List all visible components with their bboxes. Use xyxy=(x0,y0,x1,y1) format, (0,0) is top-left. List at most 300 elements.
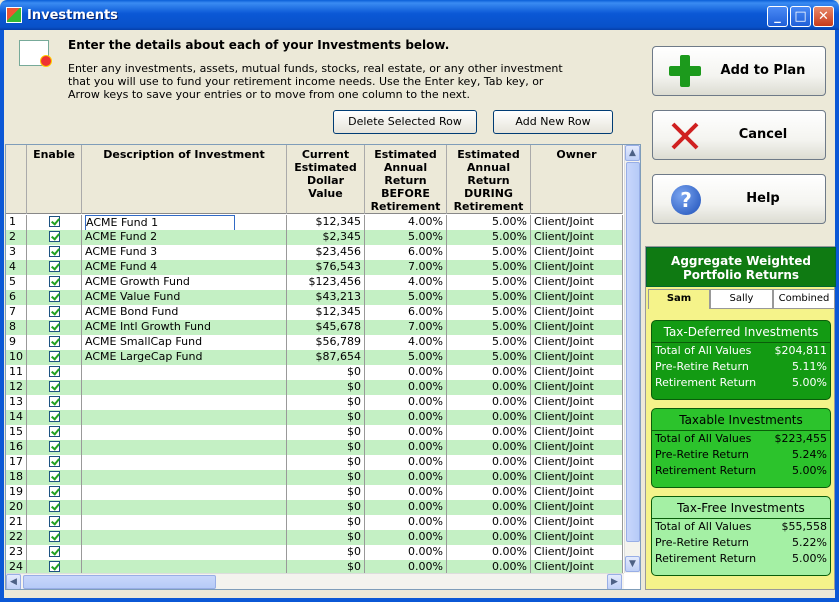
before-return-cell[interactable]: 0.00% xyxy=(365,410,447,425)
pre-retire-label: Pre-Retire Return xyxy=(655,448,749,461)
table-row[interactable] xyxy=(6,470,623,485)
enable-checkbox[interactable] xyxy=(27,230,82,245)
row-number: 14 xyxy=(6,410,27,425)
table-row[interactable] xyxy=(6,215,623,230)
enable-checkbox[interactable] xyxy=(27,245,82,260)
panel-title: Taxable Investments xyxy=(652,409,830,431)
table-row[interactable] xyxy=(6,290,623,305)
during-return-cell[interactable]: 5.00% xyxy=(447,230,531,245)
delete-selected-row-button[interactable]: Delete Selected Row xyxy=(333,110,477,134)
instructions-line-1: Enter any investments, assets, mutual funds, stocks, real estate, or any other investment xyxy=(68,62,563,75)
row-number: 23 xyxy=(6,545,27,560)
enable-checkbox[interactable] xyxy=(27,275,82,290)
value-cell[interactable]: $0 xyxy=(287,455,365,470)
minimize-button[interactable]: _ xyxy=(767,6,788,27)
retirement-row xyxy=(652,375,830,391)
grid-header xyxy=(6,145,623,214)
before-return-cell[interactable]: 0.00% xyxy=(365,560,447,575)
pre-retire-row xyxy=(652,359,830,375)
owner-cell[interactable]: Client/Joint xyxy=(531,335,623,350)
checkbox-checked-icon[interactable] xyxy=(49,441,60,452)
owner-cell[interactable]: Client/Joint xyxy=(531,275,623,290)
checkbox-checked-icon[interactable] xyxy=(49,516,60,527)
enable-checkbox[interactable] xyxy=(27,215,82,230)
owner-cell[interactable]: Client/Joint xyxy=(531,425,623,440)
add-to-plan-label: Add to Plan xyxy=(720,63,806,78)
value-cell[interactable]: $56,789 xyxy=(287,335,365,350)
during-return-cell[interactable]: 0.00% xyxy=(447,560,531,575)
before-return-cell[interactable]: 5.00% xyxy=(365,290,447,305)
description-cell[interactable]: ACME Growth Fund xyxy=(82,275,287,290)
checkbox-checked-icon[interactable] xyxy=(49,561,60,572)
pre-retire-label: Pre-Retire Return xyxy=(655,360,749,373)
enable-checkbox[interactable] xyxy=(27,500,82,515)
during-return-cell[interactable]: 0.00% xyxy=(447,410,531,425)
before-return-cell[interactable]: 4.00% xyxy=(365,335,447,350)
enable-checkbox[interactable] xyxy=(27,410,82,425)
value-header[interactable] xyxy=(287,145,365,214)
during-return-cell[interactable]: 0.00% xyxy=(447,380,531,395)
row-number: 7 xyxy=(6,305,27,320)
row-number: 16 xyxy=(6,440,27,455)
value-cell[interactable]: $0 xyxy=(287,440,365,455)
description-cell[interactable]: ACME Fund 4 xyxy=(82,260,287,275)
description-cell[interactable] xyxy=(82,530,287,545)
tab-combined[interactable]: Combined xyxy=(773,289,835,309)
total-label: Total of All Values xyxy=(655,520,752,533)
before-return-cell[interactable]: 0.00% xyxy=(365,380,447,395)
table-row[interactable] xyxy=(6,275,623,290)
owner-cell[interactable]: Client/Joint xyxy=(531,515,623,530)
plus-icon xyxy=(669,55,701,87)
checkbox-checked-icon[interactable] xyxy=(49,531,60,542)
add-to-plan-button[interactable] xyxy=(652,46,826,96)
return-before-header[interactable] xyxy=(365,145,447,214)
investments-grid[interactable] xyxy=(5,144,641,590)
value-cell[interactable]: $0 xyxy=(287,470,365,485)
enable-checkbox[interactable] xyxy=(27,290,82,305)
during-header-line: Annual xyxy=(466,161,511,174)
checkbox-checked-icon[interactable] xyxy=(49,351,60,362)
description-cell[interactable] xyxy=(82,485,287,500)
description-cell[interactable]: ACME Fund 2 xyxy=(82,230,287,245)
during-return-cell[interactable]: 0.00% xyxy=(447,395,531,410)
total-row xyxy=(652,431,830,447)
value-cell[interactable]: $0 xyxy=(287,530,365,545)
during-return-cell[interactable]: 0.00% xyxy=(447,365,531,380)
checkbox-checked-icon[interactable] xyxy=(49,336,60,347)
owner-cell[interactable]: Client/Joint xyxy=(531,560,623,575)
return-during-header[interactable] xyxy=(447,145,531,214)
close-button[interactable]: ✕ xyxy=(813,6,834,27)
before-return-cell[interactable]: 0.00% xyxy=(365,485,447,500)
enable-checkbox[interactable] xyxy=(27,515,82,530)
row-number: 15 xyxy=(6,425,27,440)
enable-checkbox[interactable] xyxy=(27,425,82,440)
table-row[interactable] xyxy=(6,485,623,500)
title-bar[interactable] xyxy=(0,0,839,30)
value-cell[interactable]: $87,654 xyxy=(287,350,365,365)
value-cell[interactable]: $23,456 xyxy=(287,245,365,260)
during-return-cell[interactable]: 5.00% xyxy=(447,215,531,230)
before-header-line: BEFORE xyxy=(381,187,430,200)
during-return-cell[interactable]: 5.00% xyxy=(447,320,531,335)
value-header-line: Current xyxy=(301,148,350,161)
before-return-cell[interactable]: 0.00% xyxy=(365,365,447,380)
description-cell[interactable]: ACME Bond Fund xyxy=(82,305,287,320)
close-x-icon xyxy=(669,119,701,151)
retirement-value: 5.00% xyxy=(792,464,827,477)
pre-retire-value: 5.22% xyxy=(792,536,827,549)
cancel-label: Cancel xyxy=(738,127,788,142)
during-return-cell[interactable]: 5.00% xyxy=(447,260,531,275)
before-return-cell[interactable]: 0.00% xyxy=(365,500,447,515)
description-cell[interactable]: ACME Value Fund xyxy=(82,290,287,305)
row-number: 4 xyxy=(6,260,27,275)
during-return-cell[interactable]: 0.00% xyxy=(447,440,531,455)
description-header[interactable]: Description of Investment xyxy=(82,145,287,214)
value-cell[interactable]: $12,345 xyxy=(287,305,365,320)
owner-cell[interactable]: Client/Joint xyxy=(531,500,623,515)
table-row[interactable] xyxy=(6,305,623,320)
during-header-line: Estimated xyxy=(457,148,520,161)
page-title: Enter the details about each of your Investments below. xyxy=(68,38,450,52)
during-header-line: DURING xyxy=(464,187,513,200)
total-value: $55,558 xyxy=(781,520,827,533)
retirement-row xyxy=(652,551,830,567)
scroll-down-arrow-icon[interactable]: ▼ xyxy=(625,556,640,572)
owner-cell[interactable]: Client/Joint xyxy=(531,485,623,500)
before-return-cell[interactable]: 0.00% xyxy=(365,470,447,485)
retirement-label: Retirement Return xyxy=(655,464,757,477)
owner-header[interactable]: Owner xyxy=(531,145,623,214)
checkbox-checked-icon[interactable] xyxy=(49,411,60,422)
row-number: 13 xyxy=(6,395,27,410)
before-header-line: Estimated xyxy=(374,148,437,161)
value-cell[interactable]: $12,345 xyxy=(287,215,365,230)
value-cell[interactable]: $0 xyxy=(287,410,365,425)
value-cell[interactable]: $0 xyxy=(287,560,365,575)
vertical-scroll-thumb[interactable] xyxy=(626,162,640,542)
owner-cell[interactable]: Client/Joint xyxy=(531,530,623,545)
row-number: 24 xyxy=(6,560,27,575)
table-row[interactable] xyxy=(6,350,623,365)
retirement-value: 5.00% xyxy=(792,376,827,389)
owner-cell[interactable]: Client/Joint xyxy=(531,380,623,395)
checkbox-checked-icon[interactable] xyxy=(49,381,60,392)
panel-title: Tax-Deferred Investments xyxy=(652,321,830,343)
enable-checkbox[interactable] xyxy=(27,260,82,275)
horizontal-scroll-thumb[interactable] xyxy=(23,575,216,589)
enable-checkbox[interactable] xyxy=(27,320,82,335)
during-return-cell[interactable]: 0.00% xyxy=(447,455,531,470)
value-cell[interactable]: $2,345 xyxy=(287,230,365,245)
description-cell[interactable] xyxy=(82,395,287,410)
help-button[interactable] xyxy=(652,174,826,224)
table-row[interactable] xyxy=(6,455,623,470)
total-value: $204,811 xyxy=(774,344,827,357)
row-number: 10 xyxy=(6,350,27,365)
description-cell[interactable] xyxy=(82,365,287,380)
owner-cell[interactable]: Client/Joint xyxy=(531,455,623,470)
row-number: 3 xyxy=(6,245,27,260)
taxable-panel xyxy=(651,408,831,488)
during-header-line: Return xyxy=(467,174,510,187)
before-return-cell[interactable]: 4.00% xyxy=(365,215,447,230)
instructions-line-2: that you will use to fund your retirement income needs. Use the Enter key, Tab key, or xyxy=(68,75,544,88)
row-number: 8 xyxy=(6,320,27,335)
scroll-up-arrow-icon[interactable]: ▲ xyxy=(625,145,640,161)
scroll-right-arrow-icon[interactable]: ▶ xyxy=(607,574,622,590)
enable-checkbox[interactable] xyxy=(27,335,82,350)
instructions-line-3: Arrow keys to save your entries or to move from one column to the next. xyxy=(68,88,470,101)
description-cell[interactable]: ACME SmallCap Fund xyxy=(82,335,287,350)
value-cell[interactable]: $123,456 xyxy=(287,275,365,290)
description-cell[interactable]: ACME Fund 3 xyxy=(82,245,287,260)
enable-checkbox[interactable] xyxy=(27,380,82,395)
description-cell[interactable]: ACME Intl Growth Fund xyxy=(82,320,287,335)
retirement-label: Retirement Return xyxy=(655,376,757,389)
table-row[interactable] xyxy=(6,380,623,395)
table-row[interactable] xyxy=(6,245,623,260)
during-return-cell[interactable]: 5.00% xyxy=(447,350,531,365)
during-return-cell[interactable]: 5.00% xyxy=(447,335,531,350)
pre-retire-value: 5.24% xyxy=(792,448,827,461)
owner-cell[interactable]: Client/Joint xyxy=(531,545,623,560)
description-cell[interactable] xyxy=(82,500,287,515)
enable-checkbox[interactable] xyxy=(27,470,82,485)
enable-checkbox[interactable] xyxy=(27,395,82,410)
vertical-scrollbar[interactable] xyxy=(624,145,640,573)
table-row[interactable] xyxy=(6,320,623,335)
owner-cell[interactable]: Client/Joint xyxy=(531,365,623,380)
enable-checkbox[interactable] xyxy=(27,305,82,320)
checkbox-checked-icon[interactable] xyxy=(49,546,60,557)
pre-retire-row xyxy=(652,535,830,551)
enable-checkbox[interactable] xyxy=(27,485,82,500)
description-cell[interactable] xyxy=(82,440,287,455)
scroll-left-arrow-icon[interactable]: ◀ xyxy=(6,574,21,590)
description-cell[interactable] xyxy=(82,380,287,395)
enable-checkbox[interactable] xyxy=(27,530,82,545)
description-cell[interactable] xyxy=(82,425,287,440)
retirement-label: Retirement Return xyxy=(655,552,757,565)
value-cell[interactable]: $0 xyxy=(287,515,365,530)
instructions-text xyxy=(68,62,628,101)
during-return-cell[interactable]: 0.00% xyxy=(447,470,531,485)
before-return-cell[interactable]: 7.00% xyxy=(365,260,447,275)
app-icon xyxy=(6,7,22,23)
owner-cell[interactable]: Client/Joint xyxy=(531,245,623,260)
description-cell[interactable] xyxy=(82,470,287,485)
before-header-line: Retirement xyxy=(370,200,441,213)
total-label: Total of All Values xyxy=(655,344,752,357)
during-return-cell[interactable]: 0.00% xyxy=(447,545,531,560)
before-return-cell[interactable]: 7.00% xyxy=(365,320,447,335)
owner-cell[interactable]: Client/Joint xyxy=(531,290,623,305)
row-number: 9 xyxy=(6,335,27,350)
enable-checkbox[interactable] xyxy=(27,545,82,560)
pre-retire-row xyxy=(652,447,830,463)
checkbox-checked-icon[interactable] xyxy=(49,501,60,512)
row-number: 12 xyxy=(6,380,27,395)
checkbox-checked-icon[interactable] xyxy=(49,246,60,257)
tab-sam[interactable]: Sam xyxy=(648,289,710,309)
value-cell[interactable]: $0 xyxy=(287,545,365,560)
tab-sally[interactable]: Sally xyxy=(710,289,773,309)
during-return-cell[interactable]: 0.00% xyxy=(447,500,531,515)
checkbox-checked-icon[interactable] xyxy=(49,306,60,317)
row-number: 20 xyxy=(6,500,27,515)
help-label: Help xyxy=(746,191,780,206)
value-cell[interactable]: $0 xyxy=(287,500,365,515)
during-return-cell[interactable]: 0.00% xyxy=(447,530,531,545)
row-number: 11 xyxy=(6,365,27,380)
row-number: 6 xyxy=(6,290,27,305)
value-cell[interactable]: $0 xyxy=(287,365,365,380)
enable-checkbox[interactable] xyxy=(27,365,82,380)
value-header-line: Estimated xyxy=(294,161,357,174)
checkbox-checked-icon[interactable] xyxy=(49,291,60,302)
during-return-cell[interactable]: 5.00% xyxy=(447,305,531,320)
table-row[interactable] xyxy=(6,440,623,455)
total-row xyxy=(652,343,830,359)
total-row xyxy=(652,519,830,535)
before-return-cell[interactable]: 5.00% xyxy=(365,350,447,365)
description-cell[interactable] xyxy=(82,545,287,560)
owner-cell[interactable]: Client/Joint xyxy=(531,410,623,425)
table-row[interactable] xyxy=(6,230,623,245)
checkbox-checked-icon[interactable] xyxy=(49,486,60,497)
owner-cell[interactable]: Client/Joint xyxy=(531,320,623,335)
checkbox-checked-icon[interactable] xyxy=(49,276,60,287)
owner-cell[interactable]: Client/Joint xyxy=(531,395,623,410)
owner-cell[interactable]: Client/Joint xyxy=(531,350,623,365)
value-cell[interactable]: $45,678 xyxy=(287,320,365,335)
before-header-line: Return xyxy=(384,174,427,187)
checkbox-checked-icon[interactable] xyxy=(49,471,60,482)
row-number: 19 xyxy=(6,485,27,500)
checkbox-checked-icon[interactable] xyxy=(49,231,60,242)
row-number: 17 xyxy=(6,455,27,470)
maximize-button[interactable]: □ xyxy=(790,6,811,27)
during-return-cell[interactable]: 5.00% xyxy=(447,275,531,290)
aggregate-returns-panel xyxy=(645,246,835,590)
before-return-cell[interactable]: 0.00% xyxy=(365,395,447,410)
table-row[interactable] xyxy=(6,260,623,275)
tax-free-panel xyxy=(651,496,831,576)
cancel-button[interactable] xyxy=(652,110,826,160)
owner-cell[interactable]: Client/Joint xyxy=(531,230,623,245)
retirement-value: 5.00% xyxy=(792,552,827,565)
during-header-line: Retirement xyxy=(453,200,524,213)
value-cell[interactable]: $0 xyxy=(287,395,365,410)
add-new-row-button[interactable]: Add New Row xyxy=(493,110,613,134)
checkbox-checked-icon[interactable] xyxy=(49,321,60,332)
checkbox-checked-icon[interactable] xyxy=(49,261,60,272)
enable-checkbox[interactable] xyxy=(27,455,82,470)
panel-title: Tax-Free Investments xyxy=(652,497,830,519)
horizontal-scrollbar[interactable] xyxy=(6,573,624,589)
enable-checkbox[interactable] xyxy=(27,350,82,365)
before-return-cell[interactable]: 0.00% xyxy=(365,545,447,560)
during-return-cell[interactable]: 5.00% xyxy=(447,290,531,305)
value-cell[interactable]: $76,543 xyxy=(287,260,365,275)
during-return-cell[interactable]: 5.00% xyxy=(447,245,531,260)
value-cell[interactable]: $43,213 xyxy=(287,290,365,305)
row-number: 1 xyxy=(6,215,27,230)
before-return-cell[interactable]: 0.00% xyxy=(365,530,447,545)
during-return-cell[interactable]: 0.00% xyxy=(447,425,531,440)
owner-cell[interactable]: Client/Joint xyxy=(531,440,623,455)
value-cell[interactable]: $0 xyxy=(287,485,365,500)
owner-tabs xyxy=(646,289,836,309)
table-row[interactable] xyxy=(6,500,623,515)
tax-deferred-panel xyxy=(651,320,831,400)
description-cell[interactable] xyxy=(82,455,287,470)
before-return-cell[interactable]: 4.00% xyxy=(365,275,447,290)
before-return-cell[interactable]: 0.00% xyxy=(365,515,447,530)
aggregate-header xyxy=(646,247,836,287)
owner-cell[interactable]: Client/Joint xyxy=(531,305,623,320)
description-cell[interactable] xyxy=(82,410,287,425)
table-row[interactable] xyxy=(6,395,623,410)
description-cell[interactable] xyxy=(82,515,287,530)
value-cell[interactable]: $0 xyxy=(287,425,365,440)
table-row[interactable] xyxy=(6,410,623,425)
table-row[interactable] xyxy=(6,335,623,350)
enable-checkbox[interactable] xyxy=(27,440,82,455)
investments-chart-icon xyxy=(19,40,49,66)
checkbox-checked-icon[interactable] xyxy=(49,456,60,467)
owner-cell[interactable]: Client/Joint xyxy=(531,470,623,485)
checkbox-checked-icon[interactable] xyxy=(49,366,60,377)
aggregate-title-line: Aggregate Weighted xyxy=(671,254,811,268)
checkbox-checked-icon[interactable] xyxy=(49,426,60,437)
during-return-cell[interactable]: 0.00% xyxy=(447,515,531,530)
description-cell[interactable] xyxy=(82,215,287,230)
owner-cell[interactable]: Client/Joint xyxy=(531,260,623,275)
checkbox-checked-icon[interactable] xyxy=(49,216,60,227)
pre-retire-label: Pre-Retire Return xyxy=(655,536,749,549)
before-return-cell[interactable]: 0.00% xyxy=(365,440,447,455)
row-number-header xyxy=(6,145,27,214)
description-cell[interactable]: ACME LargeCap Fund xyxy=(82,350,287,365)
aggregate-title-line: Portfolio Returns xyxy=(682,268,800,282)
checkbox-checked-icon[interactable] xyxy=(49,396,60,407)
before-return-cell[interactable]: 5.00% xyxy=(365,230,447,245)
total-label: Total of All Values xyxy=(655,432,752,445)
before-return-cell[interactable]: 0.00% xyxy=(365,425,447,440)
before-return-cell[interactable]: 6.00% xyxy=(365,245,447,260)
owner-cell[interactable]: Client/Joint xyxy=(531,215,623,230)
pre-retire-value: 5.11% xyxy=(792,360,827,373)
row-number: 21 xyxy=(6,515,27,530)
table-row[interactable] xyxy=(6,515,623,530)
value-cell[interactable]: $0 xyxy=(287,380,365,395)
row-number: 2 xyxy=(6,230,27,245)
description-edit-input[interactable]: ACME Fund 1 xyxy=(85,215,235,230)
before-return-cell[interactable]: 6.00% xyxy=(365,305,447,320)
before-return-cell[interactable]: 0.00% xyxy=(365,455,447,470)
table-row[interactable] xyxy=(6,365,623,380)
table-row[interactable] xyxy=(6,425,623,440)
table-row[interactable] xyxy=(6,530,623,545)
during-return-cell[interactable]: 0.00% xyxy=(447,485,531,500)
enable-header[interactable]: Enable xyxy=(27,145,82,214)
window-title: Investments xyxy=(27,8,118,23)
table-row[interactable] xyxy=(6,545,623,560)
